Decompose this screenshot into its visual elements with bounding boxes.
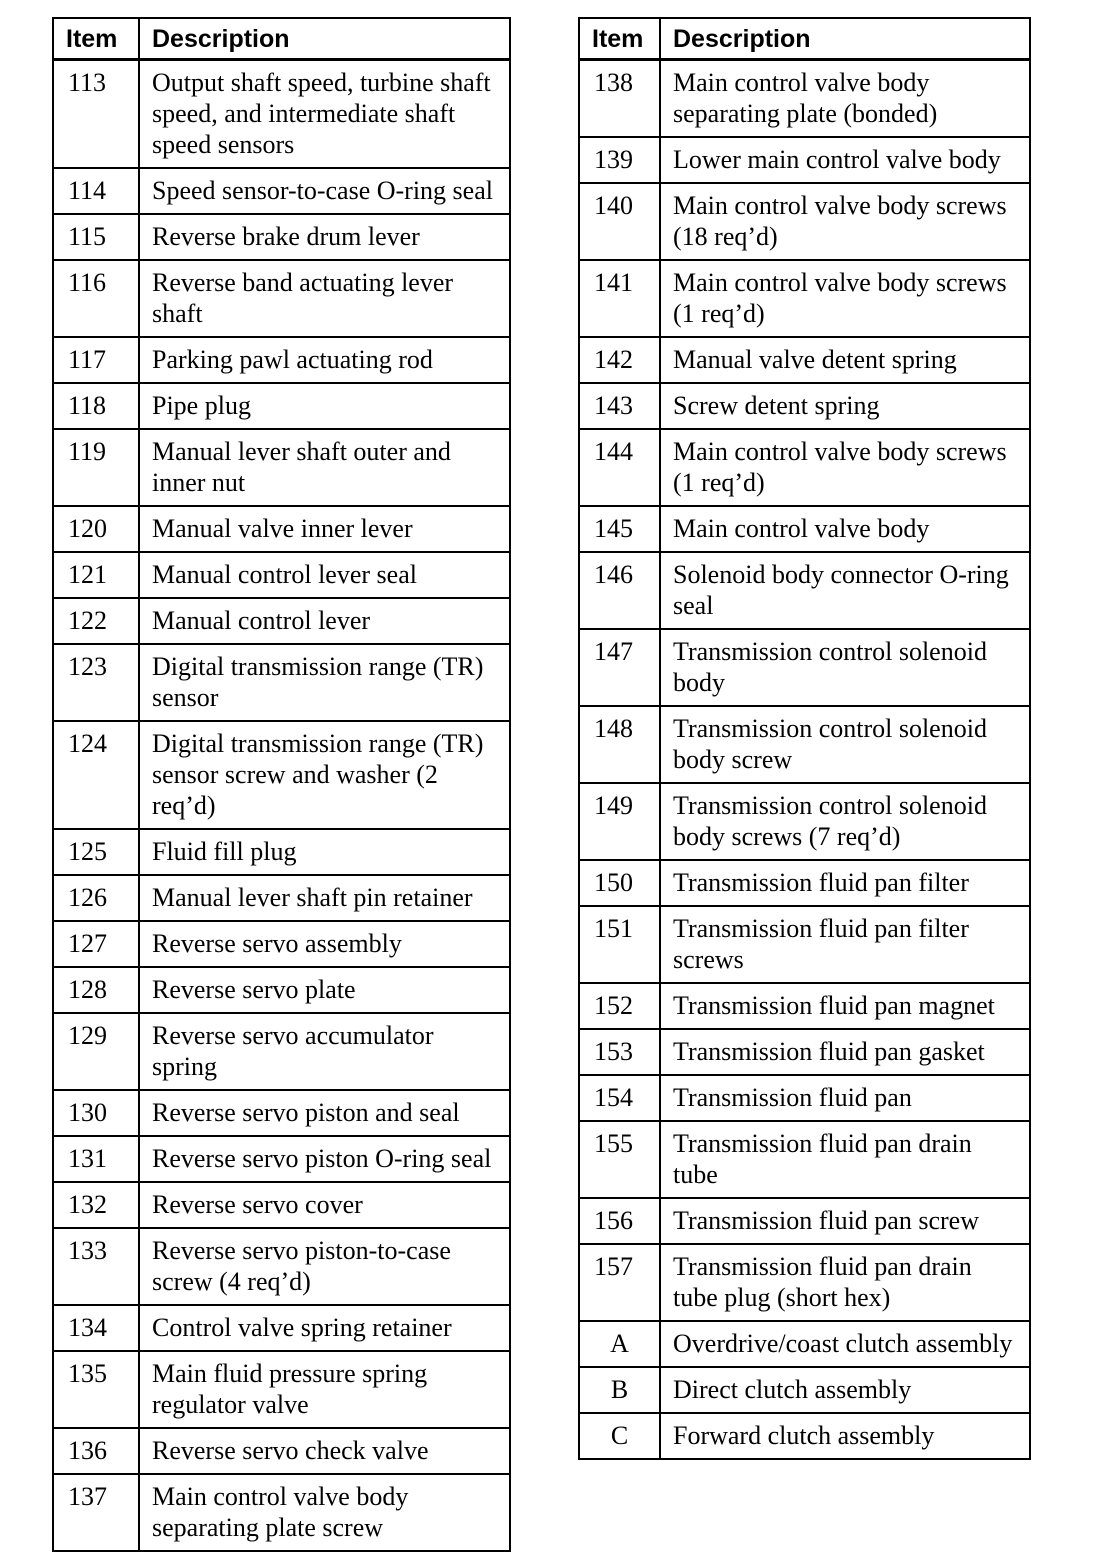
item-number: 132 <box>53 1182 139 1228</box>
item-number: 147 <box>579 629 660 706</box>
item-number: A <box>579 1321 660 1367</box>
table-row <box>579 1121 1030 1198</box>
item-description: Lower main control valve body <box>660 137 1030 183</box>
item-description: Manual valve detent spring <box>660 337 1030 383</box>
item-number: 145 <box>579 506 660 552</box>
item-number: 113 <box>53 60 139 169</box>
item-description: Main fluid pressure spring regulator valve <box>139 1351 510 1428</box>
item-number: 150 <box>579 860 660 906</box>
item-description: Transmission fluid pan filter screws <box>660 906 1030 983</box>
item-description: Control valve spring retainer <box>139 1305 510 1351</box>
item-description: Fluid fill plug <box>139 829 510 875</box>
item-description: Transmission fluid pan drain tube plug (short hex) <box>660 1244 1030 1321</box>
item-number: 134 <box>53 1305 139 1351</box>
item-number: 143 <box>579 383 660 429</box>
item-number: 138 <box>579 60 660 138</box>
item-description: Direct clutch assembly <box>660 1367 1030 1413</box>
item-description: Manual control lever <box>139 598 510 644</box>
table-row <box>53 1228 510 1305</box>
item-description: Reverse servo assembly <box>139 921 510 967</box>
item-description: Overdrive/coast clutch assembly <box>660 1321 1030 1367</box>
item-description: Reverse brake drum lever <box>139 214 510 260</box>
item-number: 129 <box>53 1013 139 1090</box>
table-row <box>579 906 1030 983</box>
item-description: Reverse servo accumulator spring <box>139 1013 510 1090</box>
item-number: 126 <box>53 875 139 921</box>
item-number: 122 <box>53 598 139 644</box>
table-row <box>53 214 510 260</box>
table-row <box>579 137 1030 183</box>
item-number: 123 <box>53 644 139 721</box>
table-row <box>579 506 1030 552</box>
table-row <box>53 598 510 644</box>
table-row <box>579 260 1030 337</box>
table-row <box>579 783 1030 860</box>
item-number: 157 <box>579 1244 660 1321</box>
header-row <box>53 18 510 60</box>
item-number: 128 <box>53 967 139 1013</box>
item-description: Reverse servo check valve <box>139 1428 510 1474</box>
item-number: 156 <box>579 1198 660 1244</box>
item-number: 148 <box>579 706 660 783</box>
item-description: Manual lever shaft outer and inner nut <box>139 429 510 506</box>
item-number: B <box>579 1367 660 1413</box>
table-row <box>579 183 1030 260</box>
item-number: 116 <box>53 260 139 337</box>
item-description: Reverse servo piston-to-case screw (4 req’d) <box>139 1228 510 1305</box>
item-description: Main control valve body <box>660 506 1030 552</box>
item-number: 131 <box>53 1136 139 1182</box>
item-number: 151 <box>579 906 660 983</box>
item-number: 121 <box>53 552 139 598</box>
item-number: 118 <box>53 383 139 429</box>
header-row <box>579 18 1030 60</box>
item-description: Main control valve body separating plate screw <box>139 1474 510 1551</box>
item-description: Transmission control solenoid body screw <box>660 706 1030 783</box>
table-row <box>53 260 510 337</box>
table-row <box>579 1244 1030 1321</box>
item-description: Parking pawl actuating rod <box>139 337 510 383</box>
table-row <box>579 1029 1030 1075</box>
item-number: 125 <box>53 829 139 875</box>
column-header-item: Item <box>579 18 660 60</box>
table-row <box>53 1305 510 1351</box>
item-number: 114 <box>53 168 139 214</box>
item-number: 155 <box>579 1121 660 1198</box>
item-number: 127 <box>53 921 139 967</box>
item-description: Transmission fluid pan magnet <box>660 983 1030 1029</box>
item-number: 153 <box>579 1029 660 1075</box>
table-row <box>53 337 510 383</box>
parts-table-left <box>52 17 511 1552</box>
item-description: Manual control lever seal <box>139 552 510 598</box>
item-number: 130 <box>53 1090 139 1136</box>
item-description: Manual lever shaft pin retainer <box>139 875 510 921</box>
item-description: Reverse servo plate <box>139 967 510 1013</box>
table-row <box>53 506 510 552</box>
item-number: 135 <box>53 1351 139 1428</box>
item-description: Speed sensor-to-case O-ring seal <box>139 168 510 214</box>
item-number: 124 <box>53 721 139 829</box>
table-row <box>53 168 510 214</box>
item-description: Reverse servo piston O-ring seal <box>139 1136 510 1182</box>
table-row <box>579 860 1030 906</box>
table-row <box>53 921 510 967</box>
item-description: Pipe plug <box>139 383 510 429</box>
item-number: 137 <box>53 1474 139 1551</box>
table-row <box>579 337 1030 383</box>
table-row <box>579 983 1030 1029</box>
table-row <box>579 1198 1030 1244</box>
column-header-description: Description <box>660 18 1030 60</box>
item-number: 152 <box>579 983 660 1029</box>
item-description: Solenoid body connector O-ring seal <box>660 552 1030 629</box>
table-row <box>53 1182 510 1228</box>
table-row <box>53 1136 510 1182</box>
table-row <box>53 875 510 921</box>
table-row <box>579 1321 1030 1367</box>
item-number: 154 <box>579 1075 660 1121</box>
column-header-description: Description <box>139 18 510 60</box>
item-description: Forward clutch assembly <box>660 1413 1030 1459</box>
item-number: 117 <box>53 337 139 383</box>
item-number: 146 <box>579 552 660 629</box>
table-row <box>579 1413 1030 1459</box>
item-description: Main control valve body separating plate (bonded) <box>660 60 1030 138</box>
item-number: 115 <box>53 214 139 260</box>
item-description: Reverse band actuating lever shaft <box>139 260 510 337</box>
table-row <box>53 829 510 875</box>
item-description: Main control valve body screws (18 req’d) <box>660 183 1030 260</box>
item-number: 140 <box>579 183 660 260</box>
item-description: Reverse servo cover <box>139 1182 510 1228</box>
item-description: Output shaft speed, turbine shaft speed, and intermediate shaft speed sensors <box>139 60 510 169</box>
table-row <box>53 60 510 169</box>
table-row <box>53 967 510 1013</box>
item-number: 142 <box>579 337 660 383</box>
item-description: Transmission control solenoid body <box>660 629 1030 706</box>
item-number: 139 <box>579 137 660 183</box>
item-number: 119 <box>53 429 139 506</box>
table-row <box>579 706 1030 783</box>
item-description: Screw detent spring <box>660 383 1030 429</box>
table-row <box>53 1474 510 1551</box>
table-row <box>579 383 1030 429</box>
parts-table-right <box>578 17 1031 1460</box>
item-number: 133 <box>53 1228 139 1305</box>
item-number: 120 <box>53 506 139 552</box>
column-header-item: Item <box>53 18 139 60</box>
item-description: Transmission fluid pan <box>660 1075 1030 1121</box>
table-row <box>579 629 1030 706</box>
table-row <box>53 1428 510 1474</box>
item-number: 136 <box>53 1428 139 1474</box>
table-row <box>53 1351 510 1428</box>
table-row <box>53 1013 510 1090</box>
table-row <box>53 429 510 506</box>
item-description: Digital transmission range (TR) sensor screw and washer (2 req’d) <box>139 721 510 829</box>
table-row <box>53 644 510 721</box>
item-description: Transmission fluid pan drain tube <box>660 1121 1030 1198</box>
table-row <box>53 721 510 829</box>
table-row <box>53 383 510 429</box>
item-description: Transmission fluid pan filter <box>660 860 1030 906</box>
table-row <box>579 552 1030 629</box>
item-description: Reverse servo piston and seal <box>139 1090 510 1136</box>
item-description: Transmission fluid pan gasket <box>660 1029 1030 1075</box>
table-row <box>53 1090 510 1136</box>
item-description: Digital transmission range (TR) sensor <box>139 644 510 721</box>
table-row <box>579 1075 1030 1121</box>
item-description: Transmission control solenoid body screws (7 req’d) <box>660 783 1030 860</box>
item-number: C <box>579 1413 660 1459</box>
item-number: 144 <box>579 429 660 506</box>
item-description: Main control valve body screws (1 req’d) <box>660 429 1030 506</box>
table-row <box>579 429 1030 506</box>
item-number: 149 <box>579 783 660 860</box>
table-row <box>579 1367 1030 1413</box>
item-description: Manual valve inner lever <box>139 506 510 552</box>
item-number: 141 <box>579 260 660 337</box>
table-row <box>53 552 510 598</box>
item-description: Main control valve body screws (1 req’d) <box>660 260 1030 337</box>
table-row <box>579 60 1030 138</box>
item-description: Transmission fluid pan screw <box>660 1198 1030 1244</box>
